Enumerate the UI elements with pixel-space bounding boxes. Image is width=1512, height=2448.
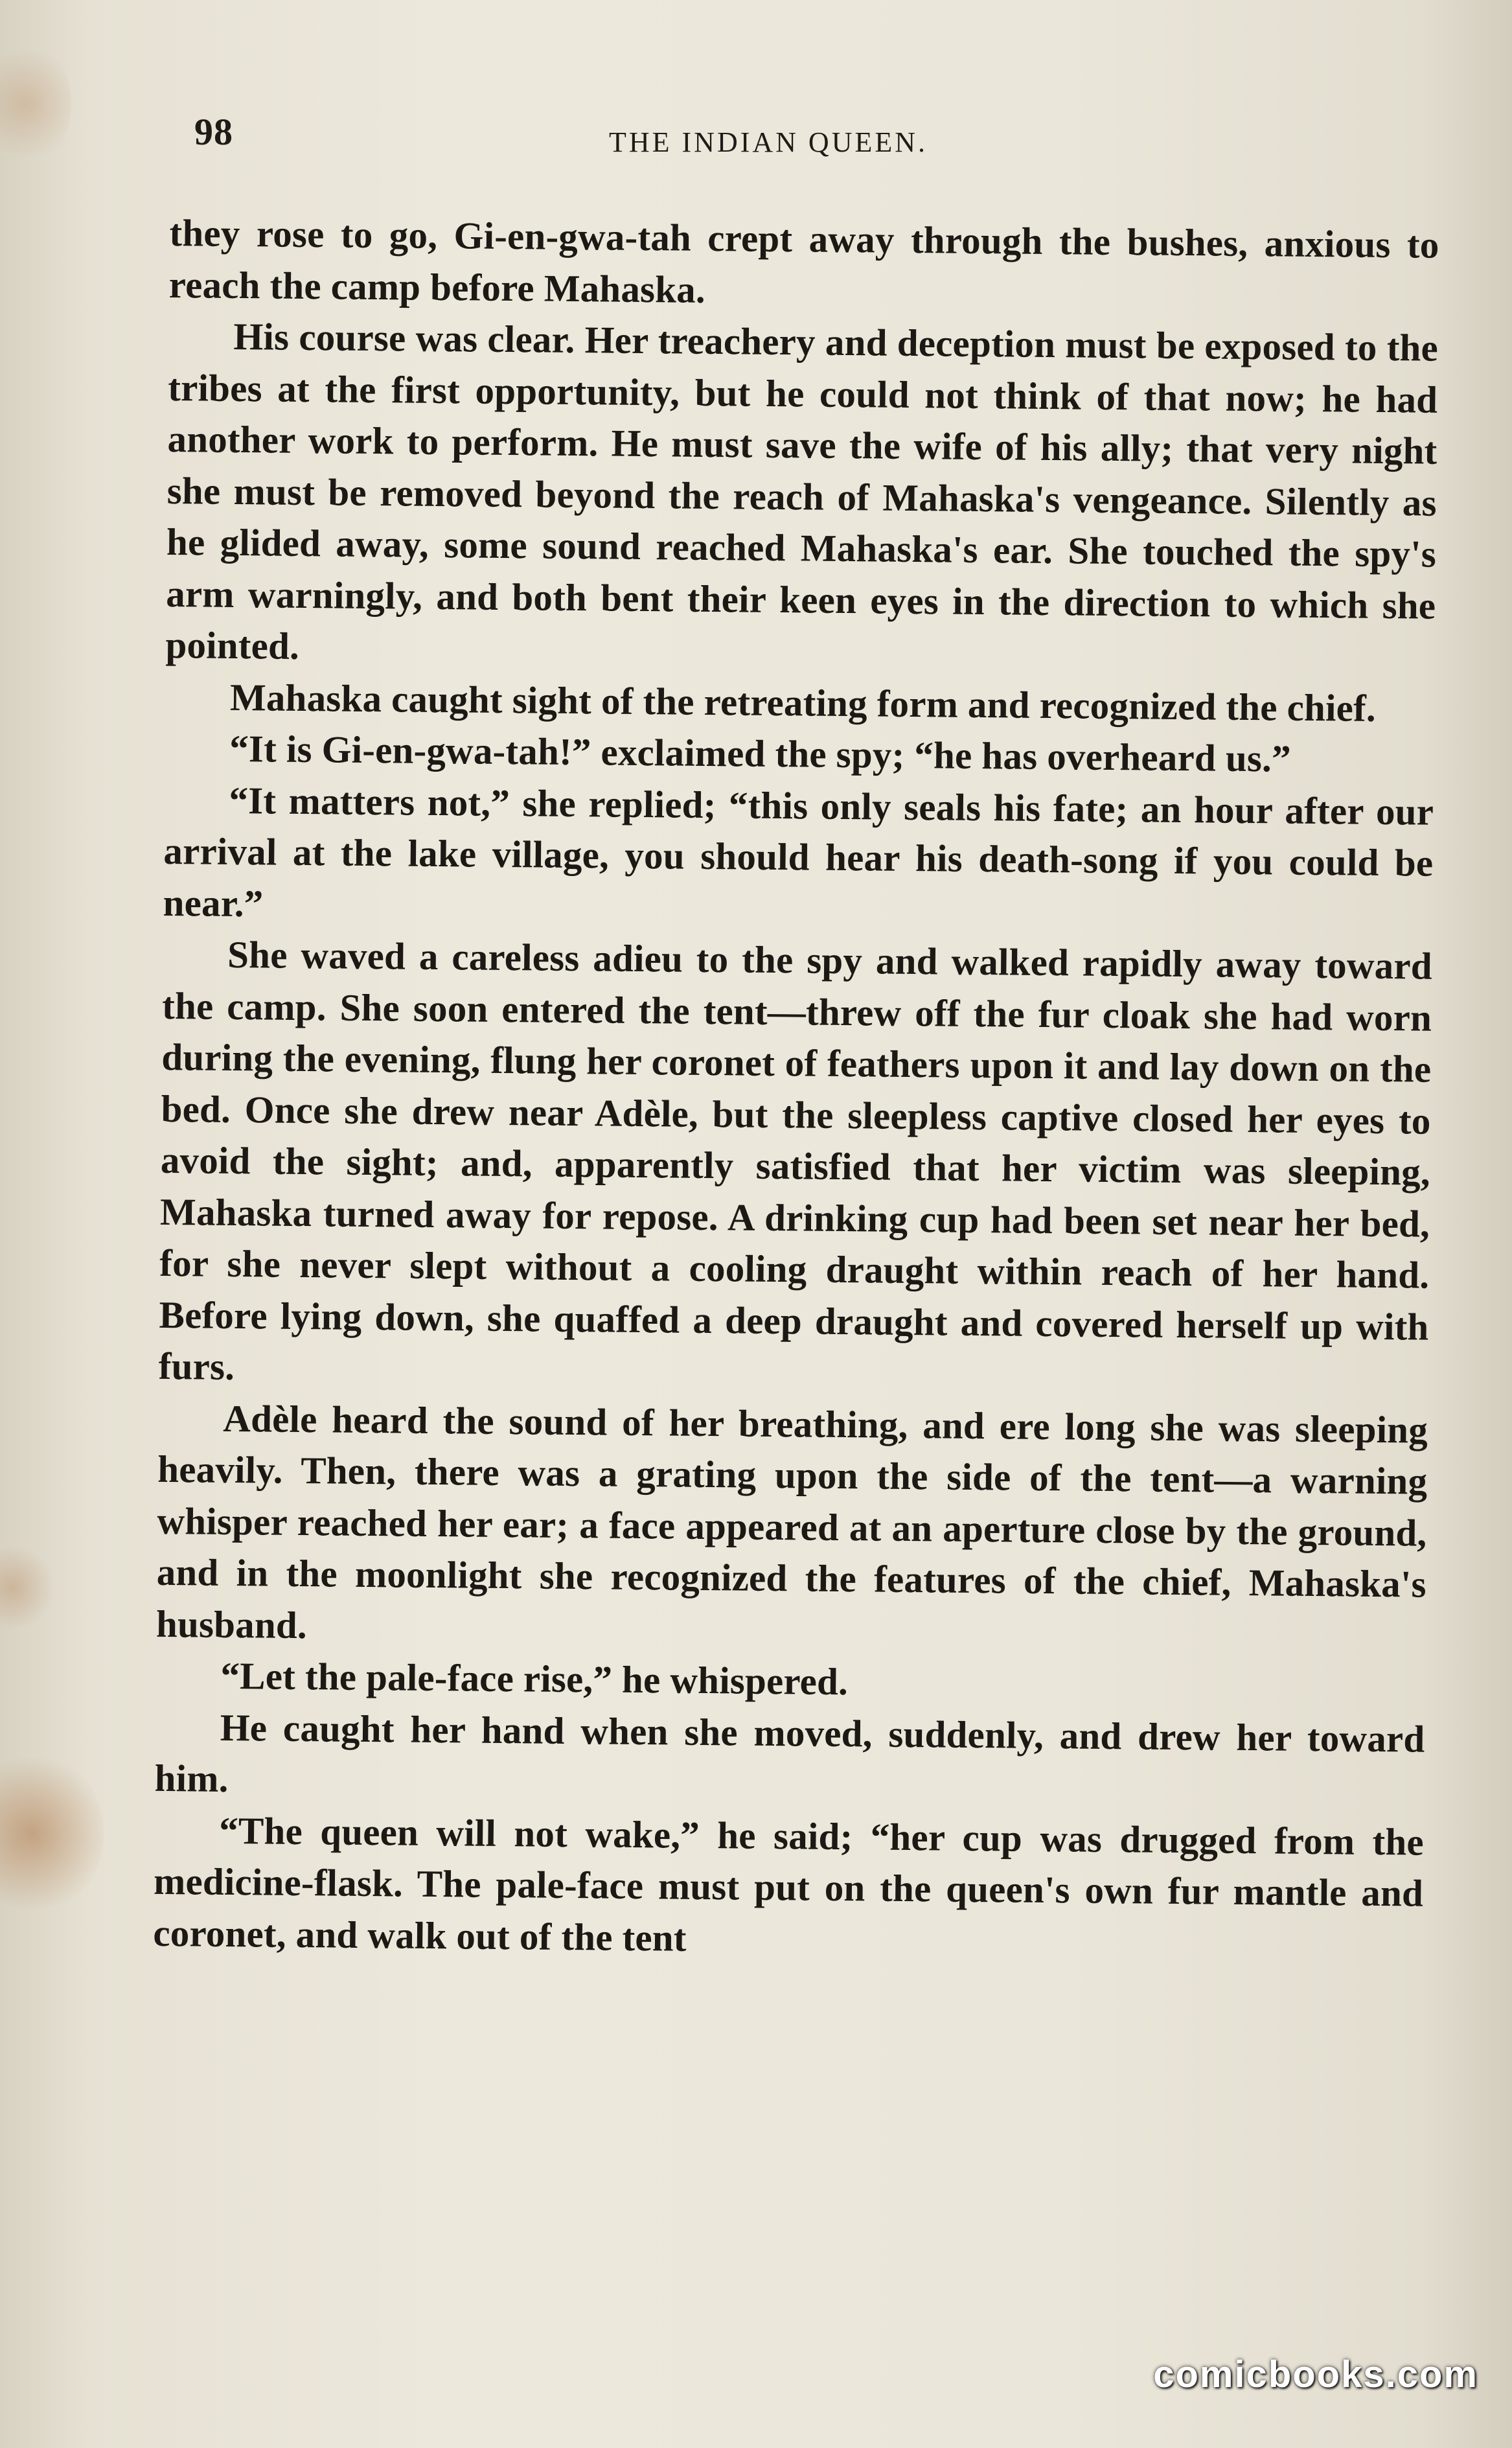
page-number: 98 [194,111,233,153]
paragraph-continued: they rose to go, Gi-en-gwa-tah crept away through the bushes, anxious to reach the camp before Mahaska. [168,211,1439,311]
paragraph: She waved a careless adieu to the spy and walked rapidly away toward the camp. She soon entered the tent—threw off the fur cloak she had worn during the evening, flung her coronet of feathers upon it and lay down on the bed. Once she drew near Adèle, but the sleepless captive closed her eyes to avoid the sight; and, apparently satisfied that her victim was sleeping, Mahaska turned away for repose. A drinking cup had been set near her bed, for she never slept without a cooling draught within reach of her hand. Before lying down, she quaffed a deep draught and covered herself up with furs. [158,932,1433,1389]
paragraph: His course was clear. Her treachery and deception must be exposed to the tribes at the first opportunity, but he could not think of that now; he had another work to perform. He must save the wife of his ally; that very night she must be removed beyond the reach of Mahaska's vengeance. Silently as he glided away, some sound reached Mahaska's ear. She touched the spy's arm warningly, and both bent their keen eyes in the direction to which she pointed. [165,314,1439,667]
paragraph: “Let the pale-face rise,” he whispered. [220,1654,849,1703]
paragraph: Mahaska caught sight of the retreating form and recognized the chief. [229,675,1377,730]
paper-stain [0,1542,52,1633]
paragraph: “It is Gi-en-gwa-tah!” exclaimed the spy; “he has overheard us.” [229,726,1292,780]
paragraph: Adèle heard the sound of her breathing, and ere long she was sleeping heavily. Then, there was a grating upon the side of the tent—a warning whisper reached her ear; a face appeared at an aperture close by the ground, and in the moonlight she recognized the features of the chief, Mahaska's husband. [155,1396,1428,1646]
site-watermark: comicbooks.com [1153,2353,1478,2396]
paper-stain [0,1749,104,1918]
body-text [153,207,1439,1971]
running-head [194,110,1438,168]
paragraph: “It matters not,” she replied; “this only seals his fate; an hour after our arrival at the lake village, you should hear his death-song if you could be near.” [163,778,1434,925]
paragraph: “The queen will not wake,” he said; “her cup was drugged from the medicine-flask. The pale-face must put on the queen's own fur mantle and coronet, and walk out of the tent [153,1808,1425,1959]
paper-stain [0,39,71,168]
paragraph: He caught her hand when she moved, suddenly, and drew her toward him. [154,1705,1425,1800]
running-title: THE INDIAN QUEEN. [609,126,928,158]
